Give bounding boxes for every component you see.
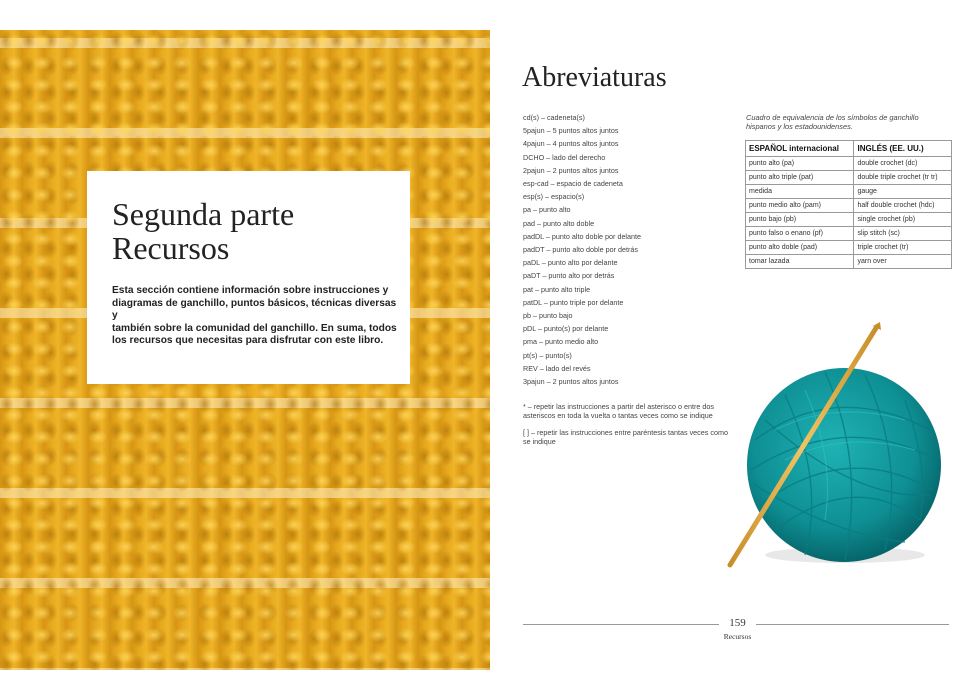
- yarn-ball-photo: [715, 320, 955, 580]
- table-cell: gauge: [854, 185, 952, 199]
- abbreviation-item: 2pajun – 2 puntos altos juntos: [523, 165, 619, 175]
- table-caption: Cuadro de equivalencia de los símbolos de ganchillo hispanos y los estadounidenses.: [746, 113, 919, 131]
- table-row: [746, 241, 952, 255]
- table-cell: tomar lazada: [746, 255, 854, 269]
- table-cell: punto alto triple (pat): [746, 171, 854, 185]
- abbreviation-item: esp(s) – espacio(s): [523, 192, 585, 202]
- abbreviation-item: padDT – punto alto doble por detrás: [523, 245, 638, 255]
- table-row: [746, 227, 952, 241]
- abbreviation-item: 5pajun – 5 puntos altos juntos: [523, 126, 619, 136]
- abbreviation-item: DCHO – lado del derecho: [523, 152, 606, 162]
- yarn-ball: [747, 368, 941, 562]
- column-header-english: INGLÉS (EE. UU.): [854, 141, 952, 157]
- abbreviation-item: padDL – punto alto doble por delante: [523, 231, 642, 241]
- table-row: [746, 157, 952, 171]
- table-cell: medida: [746, 185, 854, 199]
- abbreviation-item: paDL – punto alto por delante: [523, 258, 618, 268]
- abbreviation-item: pma – punto medio alto: [523, 337, 599, 347]
- table-row: [746, 185, 952, 199]
- section-intro: [112, 285, 402, 348]
- abbreviation-item: pat – punto alto triple: [523, 284, 591, 294]
- intro-line: Esta sección contiene información sobre instrucciones y: [112, 285, 389, 296]
- section-heading: [112, 197, 294, 265]
- abbreviation-item: pt(s) – punto(s): [523, 350, 572, 360]
- footer-section-name: Recursos: [723, 632, 752, 641]
- table-cell: triple crochet (tr): [854, 241, 952, 255]
- table-row: [746, 171, 952, 185]
- abbreviation-item: pb – punto bajo: [523, 311, 573, 321]
- abbreviation-list: [523, 111, 723, 388]
- column-header-spanish: ESPAÑOL internacional: [746, 141, 854, 157]
- intro-line: los recursos que necesitas para disfrutar con este libro.: [112, 335, 384, 347]
- table-cell: double crochet (dc): [854, 157, 952, 171]
- table-cell: yarn over: [854, 255, 952, 269]
- equivalence-table: [745, 140, 952, 269]
- abbreviation-item: patDL – punto triple por delante: [523, 297, 624, 307]
- symbol-notes: [523, 402, 733, 454]
- page-number: 159: [729, 617, 746, 629]
- heading-line-2: Recursos: [112, 230, 230, 266]
- note-asterisk: * – repetir las instrucciones a partir del asterisco o entre dos asteriscos en toda la vuelta o tantas veces como se indique: [523, 402, 714, 420]
- abbreviation-item: pa – punto alto: [523, 205, 571, 215]
- table-cell: slip stitch (sc): [854, 227, 952, 241]
- yarn-ball-illustration: [715, 320, 955, 580]
- abbreviation-item: 3pajun – 2 puntos altos juntos: [523, 377, 619, 387]
- intro-line: diagramas de ganchillo, puntos básicos, técnicas diversas y: [112, 297, 397, 322]
- table-row: [746, 255, 952, 269]
- table-row: [746, 213, 952, 227]
- abbreviation-item: cd(s) – cadeneta(s): [523, 113, 585, 122]
- heading-line-1: Segunda parte: [112, 196, 295, 232]
- table-cell: single crochet (pb): [854, 213, 952, 227]
- intro-line: también sobre la comunidad del ganchillo. En suma, todos: [112, 322, 397, 334]
- table-cell: punto bajo (pb): [746, 213, 854, 227]
- table-row: [746, 199, 952, 213]
- table-header-row: [746, 141, 952, 157]
- table-cell: punto alto (pa): [746, 157, 854, 171]
- section-title-card: [87, 171, 410, 384]
- table-cell: punto alto doble (pad): [746, 241, 854, 255]
- table-cell: half double crochet (hdc): [854, 199, 952, 213]
- abbreviation-item: pad – punto alto doble: [523, 218, 595, 228]
- page-title: Abreviaturas: [522, 62, 667, 93]
- table-cell: double triple crochet (tr tr): [854, 171, 952, 185]
- note-brackets: [ ] – repetir las instrucciones entre paréntesis tantas veces como se indique: [523, 428, 728, 446]
- footer-rule: [523, 624, 719, 625]
- abbreviation-item: esp-cad – espacio de cadeneta: [523, 179, 623, 189]
- table-cell: punto falso o enano (pf): [746, 227, 854, 241]
- crochet-texture-photo: [0, 30, 490, 670]
- footer-rule: [756, 624, 949, 625]
- abbreviation-item: paDT – punto alto por detrás: [523, 271, 615, 281]
- abbreviation-item: pDL – punto(s) por delante: [523, 324, 609, 334]
- table-cell: punto medio alto (pam): [746, 199, 854, 213]
- abbreviation-item: REV – lado del revés: [523, 363, 591, 373]
- abbreviation-item: 4pajun – 4 puntos altos juntos: [523, 139, 619, 149]
